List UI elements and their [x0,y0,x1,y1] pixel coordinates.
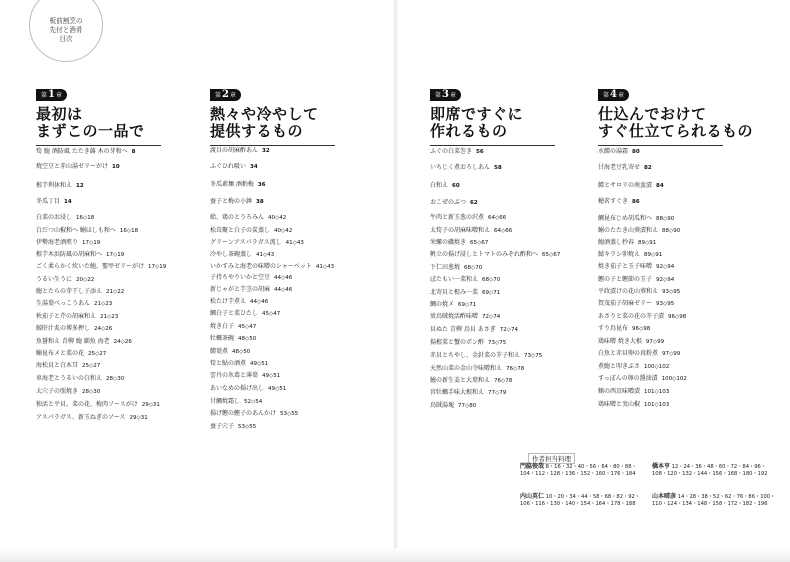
toc-entry-page: 28◇30 [106,376,125,382]
toc-entry-title: 揚根菜と蟹のポン酢 [430,339,485,346]
toc-entry-title: ぼたもい一菜和え [430,276,479,283]
toc-entry-page: 44◇46 [274,275,293,281]
toc-entry-title: 鱧葉煮 [210,348,229,355]
chapter-badge: 第 4 章 [598,89,629,101]
toc-entry-title: 鰻の新生姜と大葉和え [430,377,491,384]
toc-entry-page: 25◇27 [82,363,101,369]
toc-entry-page: 44◇46 [250,299,269,305]
toc-entry-title: 帆立の揚げ浸しとトマトのみぞれ酢和へ [430,251,539,258]
toc-entry-page: 45◇47 [238,324,257,330]
chapter-rule [36,145,161,146]
author-entry: 橋本亨 12・24・36・48・60・72・84・96・108・120・132・144・156・168・180・192 [652,463,768,478]
toc-entry [36,227,138,235]
toc-entry-title: 宮牡蠣手味大根和え [430,389,485,396]
toc-entry [210,372,280,380]
toc-entry [430,276,500,284]
toc-entry [210,147,270,155]
toc-entry-page: 80 [632,149,640,155]
toc-entry-page: 97◇99 [645,339,665,345]
toc-entry [36,163,120,171]
toc-entry-page: 41◇43 [285,240,304,246]
toc-entry-title: 穂茗すぐき [598,198,629,205]
toc-entry-title: あさりと菜の花の芥子漬 [598,313,665,320]
toc-entry-page: 86 [632,199,640,205]
toc-entry-title: 子持ちやりいかと空豆 [210,274,271,281]
toc-entry-title: ふぐの白菜巻き [430,148,473,155]
toc-entry-title: 北寄貝と根み一菜 [430,289,479,296]
toc-entry [598,375,687,383]
chapter-badge: 第 1 章 [36,89,67,101]
toc-entry-title: 生湯葉べっこうあん [36,300,91,307]
toc-entry-title: 鶏味噌 焼き大根 [598,338,642,345]
page-edge-shadow [0,548,790,562]
toc-entry [430,239,488,247]
toc-entry-title: 赤貝とちやし、金針菜の芥子和え [430,352,521,359]
toc-entry-title: おこぜのぶつ [430,199,467,206]
chapter-badge: 第 3 章 [430,89,461,101]
toc-entry-title: 根芋利休和え [36,182,73,189]
chapter-1-header [36,82,161,146]
toc-entry [598,198,640,206]
toc-entry-page: 92◇94 [656,277,675,283]
toc-entry-title: 伊勢海老酒煎り [36,239,79,246]
toc-entry-page: 40◇42 [268,215,287,221]
toc-entry-title: 雲丹の氷葛と薄葉 [210,372,259,379]
toc-entry-page: 97◇99 [662,351,681,357]
toc-entry-title: 車海老とうるいの白和え [36,375,103,382]
toc-entry [36,263,166,271]
toc-entry-title: 白魚と赤貝卵の真粉煮 [598,350,659,357]
toc-entry-title: 甘鯛焼霜し [210,398,241,405]
toc-entry-page: 100◇102 [661,376,687,382]
book-title-line: 目次 [59,34,73,43]
toc-entry-title: 鰯のたたき山葵漬和え [598,227,659,234]
toc-entry-title: 白菜のお浸し [36,214,73,221]
toc-entry-title: グリーンアスパラガス流し [210,239,282,246]
chapter-3-header [430,82,555,146]
toc-entry-page: 16◇18 [76,215,95,221]
toc-entry-title: 鰹の子と鰹節の玉子 [598,276,653,283]
toc-entry-title: 太穴子の照焼き [36,388,79,395]
toc-entry [430,352,542,360]
toc-entry [430,251,560,259]
toc-entry-title: アスパラガス、新玉ねぎのソース [36,414,126,421]
toc-entry-page: 65◇67 [470,240,489,246]
toc-entry-page: 49◇51 [268,386,287,392]
toc-entry-title: あいなめの揚げ出し [210,385,265,392]
toc-entry [430,365,524,373]
toc-entry-title: すり鳥昆布 [598,325,629,332]
toc-entry [36,375,124,383]
toc-entry [598,251,662,259]
toc-entry-page: 88◇90 [662,228,681,234]
toc-entry-page: 89◇91 [644,252,663,258]
toc-entry [210,423,256,431]
toc-entry [210,298,268,306]
toc-entry [598,227,680,235]
toc-entry-page: 76◇78 [506,366,525,372]
toc-entry [210,410,298,418]
toc-entry-page: 16◇18 [119,228,139,234]
toc-entry [430,227,512,235]
toc-entry-title: 揚げ鰹の鰹子のあんかけ [210,410,277,417]
toc-entry [210,163,258,171]
toc-entry [430,377,512,385]
toc-entry [598,239,656,247]
toc-entry-page: 73◇75 [488,340,507,346]
toc-entry-page: 76◇78 [494,378,513,384]
toc-entry [210,251,274,259]
toc-entry-title: 蛤、鶏のとうろみん [210,214,265,221]
toc-entry-page: 17◇19 [148,264,167,270]
chapter-title: 熱々や冷やして 提供するもの [210,105,319,140]
toc-entry [598,338,664,346]
toc-entry-page: 58 [494,165,502,171]
toc-entry-title: いかすみと海老の味噌のシャーベット [210,263,312,270]
toc-entry-page: 10 [112,164,120,170]
toc-entry [598,313,686,321]
toc-entry-title: 蚕子と梅の小鉢 [210,198,253,205]
toc-entry-title: 松たけ芋煮え [210,298,247,305]
toc-entry [36,276,94,284]
toc-entry-page: 38 [256,199,264,205]
toc-entry-page: 77◇80 [458,403,477,409]
toc-entry-page: 53◇55 [238,424,257,430]
toc-entry-title: 冬瓜丁目 [36,198,61,205]
toc-entry-page: 41◇43 [256,252,275,258]
toc-entry-title: 鮑とたらの芽干し子添え [36,288,103,295]
toc-entry-title: 鯛の焼メ [430,301,455,308]
chapter-title: 即席ですぐに 作れるもの [430,105,524,140]
toc-entry-page: 44◇46 [274,287,293,293]
toc-entry-page: 24◇26 [94,326,113,332]
toc-entry-title: 鳥賊湯塊 [430,402,455,409]
toc-entry-page: 84 [656,183,664,189]
toc-entry-page: 20◇22 [76,277,95,283]
toc-entry-page: 48◇50 [232,349,251,355]
book-title-line: 先付と酒肴 [49,25,83,34]
author-entry: 内山英仁 10・20・34・44・58・68・82・92・106・116・130・140・154・164・178・188 [520,493,640,508]
toc-entry-title: 白だつ山椒和へ 鰯ほしも和へ [36,227,116,234]
author-entry: 山本晴彦 14・28・38・52・62・76・86・100・110・124・134・148・158・172・182・196 [652,493,776,508]
chapter-title: 仕込んでおけて すぐ仕立てられるもの [598,105,754,140]
toc-entry [36,388,100,396]
toc-entry-title: ごく柔らかく炊いた鮑、聖甲ゼリーがけ [36,263,145,270]
toc-entry [36,251,124,259]
toc-entry [36,300,112,308]
toc-entry-page: 65◇67 [542,252,561,258]
toc-entry-title: 牡蠣茶碗 [210,335,235,342]
toc-entry-page: 32 [262,148,270,154]
toc-entry [430,326,518,334]
toc-entry-page: 24◇26 [113,339,132,345]
toc-entry-page: 17◇19 [82,240,101,246]
toc-entry [598,263,674,271]
toc-entry [598,300,674,308]
toc-entry-title: 蛍烏賊焼活酢味噌 [430,313,479,320]
toc-entry [210,398,262,406]
toc-entry-title: 新じゃがと芋茎の胡麻 [210,286,271,293]
toc-entry-title: 鮑酒蒸し抄春 [598,239,635,246]
toc-entry-title: 平政漬けの花山葵和え [598,288,659,295]
toc-entry-page: 96◇98 [632,326,651,332]
toc-entry-page: 73◇75 [524,353,543,359]
toc-entry-title: 牛肉と新玉葱の沢煮 [430,214,485,221]
toc-entry-page: 96◇98 [668,314,687,320]
toc-entry-title: 冬瓜素麺 酒粕梅 [210,181,254,188]
toc-entry-title: 鰯昆布メと菜の花 [36,350,85,357]
toc-entry [36,288,124,296]
toc-entry-page: 100◇102 [644,364,670,370]
chapter-rule [430,145,555,146]
toc-entry [36,239,100,247]
toc-entry-page: 48◇50 [238,336,257,342]
toc-entry-page: 21◇22 [106,289,125,295]
toc-entry [36,414,148,422]
toc-entry-title: 鶴の西京味噌漬 [598,388,641,395]
toc-entry-title: 独活と平貝、菜の花、梅肉ソースがけ [36,401,138,408]
toc-entry [430,264,482,272]
toc-entry-page: 28◇30 [82,389,101,395]
toc-entry-page: 101◇103 [644,389,670,395]
toc-entry [36,148,135,156]
toc-entry-page: 29◇31 [141,402,160,408]
toc-entry-title: 海松貝と白木耳 [36,362,79,369]
toc-entry-title: 鯨肝汁炙の博多押し [36,325,91,332]
toc-entry [210,239,304,247]
toc-entry-page: 77◇79 [488,390,507,396]
toc-entry-page: 21◇23 [94,301,113,307]
toc-entry-page: 88◇90 [656,216,675,222]
toc-entry-page: 72◇74 [482,314,501,320]
toc-entry-page: 25◇27 [88,351,107,357]
toc-entry-page: 68◇70 [482,277,501,283]
book-gutter [393,0,399,562]
toc-entry [598,164,652,172]
toc-entry-title: 蚕子穴子 [210,423,235,430]
toc-entry [210,181,266,189]
toc-entry [36,325,112,333]
toc-entry [430,182,460,190]
toc-entry-title: うるい生うに [36,276,73,283]
toc-entry-page: 34 [250,164,258,170]
toc-entry-title: いちじく煮おろしあん [430,164,491,171]
toc-entry-page: 52◇54 [244,399,263,405]
toc-entry-title: 鱧とサロリの南蛮漬 [598,182,653,189]
toc-entry-title: 水鱧の湯霜 [598,148,629,155]
chapter-title: 最初は まずこの一品で [36,105,145,140]
toc-entry [210,214,286,222]
toc-entry-page: 53◇55 [280,411,299,417]
toc-entry [36,214,94,222]
toc-entry-page: 49◇51 [250,361,269,367]
toc-entry [430,289,500,297]
toc-entry [210,274,292,282]
chapter-rule [598,145,723,146]
toc-entry [210,263,334,271]
toc-entry [598,148,640,156]
toc-entry-title: 鯛昆布じめ胡瓜和へ [598,215,653,222]
toc-entry-page: 82 [644,165,652,171]
toc-entry-page: 21◇23 [100,314,119,320]
toc-entry [598,350,680,358]
toc-entry-page: 64◇66 [494,228,513,234]
toc-entry-page: 56 [476,149,484,155]
author-entry: 門脇俊哉 8・16・32・40・56・64・80・88・104・112・128・136・152・160・176・184 [520,463,637,478]
toc-entry [430,339,506,347]
toc-entry [430,199,478,207]
toc-entry [430,301,476,309]
toc-entry-title: 鯖キラシ卯焼え [598,251,641,258]
toc-entry [598,288,680,296]
toc-entry [430,402,476,410]
toc-entry-title: 筍 鮑 酒防風 たたき蕗 木の芽和へ [36,148,128,155]
toc-entry [210,286,292,294]
toc-entry [210,385,286,393]
toc-entry [36,198,72,206]
chapter-2-header [210,82,335,146]
toc-entry [430,214,506,222]
toc-entry-page: 93◇95 [656,301,675,307]
toc-entry-page: 92◇94 [656,264,675,270]
toc-entry [430,313,500,321]
toc-entry-page: 60 [452,183,460,189]
toc-entry [430,164,502,172]
toc-entry-page: 17◇19 [106,252,125,258]
toc-entry-title: 渡目の胡麻酢あん [210,147,259,154]
toc-entry [36,338,132,346]
toc-entry [598,276,674,284]
toc-entry-title: 煮鮑と叩きぶさ [598,363,641,370]
toc-entry [430,389,506,397]
toc-entry-page: 72◇74 [499,327,518,333]
chapter-badge: 第 2 章 [210,89,241,101]
toc-entry [598,363,669,371]
toc-entry-page: 101◇103 [644,402,670,408]
toc-entry-title: 松茸聚と白子の炭蒸し [210,227,271,234]
toc-entry [210,310,280,318]
toc-entry-title: 栄螺の磯焼き [430,239,467,246]
toc-entry-page: 62 [470,200,478,206]
toc-entry-title: 根芋木浜防風の胡麻和へ [36,251,103,258]
toc-entry [210,323,256,331]
toc-entry-page: 69◇71 [482,290,501,296]
toc-entry [210,348,250,356]
toc-entry-page: 12 [76,183,84,189]
toc-entry-title: 鯛白子と菜ひたし [210,310,259,317]
toc-entry-title: 冷やし茶碗蒸し [210,251,253,258]
toc-entry-title: 下仁田葱焼 [430,264,461,271]
toc-entry-page: 68◇70 [464,265,483,271]
toc-entry-page: 45◇47 [262,311,281,317]
toc-entry-title: 白和え [430,182,449,189]
toc-entry-page: 8 [131,149,136,155]
toc-entry [36,401,160,409]
toc-entry-title: ふぐひれ吸い [210,163,247,170]
toc-entry-title: 鶏味噌と実山椒 [598,401,641,408]
toc-entry-title: すっぽんの卵の醤油漬 [598,375,658,382]
chapter-4-header [598,82,753,146]
toc-entry-page: 93◇95 [662,289,681,295]
toc-entry-page: 36 [257,182,266,188]
toc-entry-title: 太筍子の胡麻味噌和え [430,227,491,234]
toc-entry [210,360,268,368]
toc-entry-page: 29◇31 [129,415,148,421]
toc-entry-page: 64◇66 [488,215,507,221]
toc-entry-page: 41◇43 [315,264,335,270]
toc-entry-page: 14 [64,199,72,205]
toc-entry [598,401,669,409]
toc-entry [210,227,292,235]
toc-entry [210,335,256,343]
toc-entry [430,148,484,156]
book-title-circle [29,0,103,62]
toc-entry-page: 69◇71 [458,302,477,308]
toc-entry-title: 天然山菜の金山寺味噌和え [430,365,503,372]
toc-entry [36,182,84,190]
toc-entry-title: 魚醤和え 青柳 鮑 細魚 海老 [36,338,110,345]
toc-entry-title: 賀茂茄子胡麻ゼリー [598,300,653,307]
toc-entry-page: 89◇91 [638,240,657,246]
toc-entry [36,362,100,370]
toc-entry [598,215,674,223]
toc-entry [36,313,118,321]
toc-entry [210,198,264,206]
toc-entry-title: 甘海老豆乳寄せ [598,164,641,171]
toc-entry-title: 秋茄子と芹の胡麻和え [36,313,97,320]
toc-entry-title: 焼空豆と赤山湯ゼリーがけ [36,163,109,170]
toc-entry-title: 筍と鮎の酒煮 [210,360,247,367]
toc-entry-page: 40◇42 [274,228,293,234]
toc-entry-title: 焼き白子 [210,323,235,330]
toc-entry [598,388,669,396]
toc-entry [598,182,664,190]
toc-entry-title: 貝ぬた 青柳 鳥貝 あさぎ [430,326,496,333]
toc-entry [598,325,650,333]
chapter-rule [210,145,335,146]
book-title-line: 板前割烹の [49,16,83,25]
authors-label: 作者担当料理 [528,453,575,464]
toc-entry-page: 49◇51 [262,373,281,379]
toc-entry [36,350,106,358]
toc-entry-title: 焼き茄子と玉子味噌 [598,263,653,270]
